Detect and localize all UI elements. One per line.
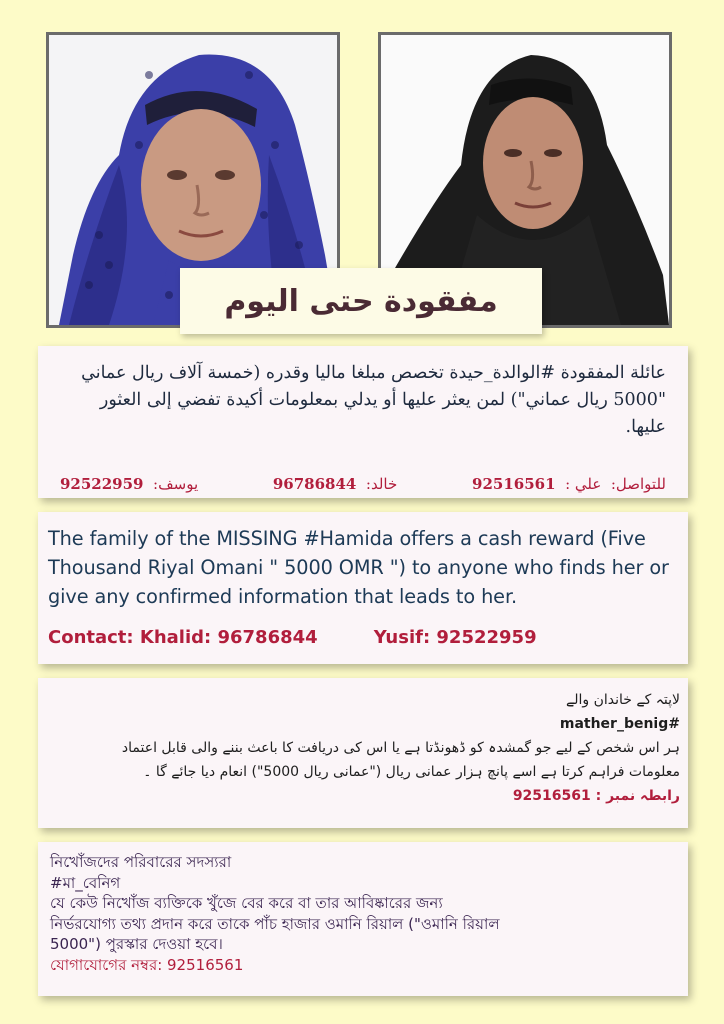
arabic-notice-line-2: "5000 ريال عماني") لمن يعثر عليها أو يدلي بمعلومات أكيدة تفضي إلى العثور عليها. [99,390,666,437]
arabic-contact-name: خالد: [365,475,398,493]
english-notice-card [38,512,688,664]
bengali-contact: যোগাযোগের নম্বর: 92516561 [50,955,244,974]
arabic-contact-ali [472,475,666,493]
bengali-line-3: যে কেউ নিখোঁজ ব্যক্তিকে খুঁজে বের করে বা তার আবিষ্কারের জন্য [50,894,443,912]
arabic-contacts [60,475,666,493]
urdu-line-1: لاپتہ کے خاندان والے [566,692,680,708]
arabic-contact-khalid [273,475,397,493]
arabic-contact-number: 92522959 [60,475,144,493]
arabic-contact-label: للتواصل: [610,475,666,493]
english-contact-yusif: Yusif: 92522959 [373,627,537,648]
urdu-hashtag: #mather_benig [559,716,680,732]
bengali-notice-card [38,842,688,996]
bengali-line-4: নির্ভরযোগ্য তথ্য প্রদান করে তাকে পাঁচ হাজার ওমানি রিয়াল ("ওমানি রিয়াল [50,914,500,933]
arabic-contact-number: 92516561 [472,475,556,493]
english-notice-text: The family of the MISSING #Hamida offers a cash reward (Five Thousand Riyal Omani " 5000 OMR ") to anyone who finds her or give any confirmed information that leads to her. [48,527,669,608]
urdu-contact: رابطہ نمبر : 92516561 [512,788,680,804]
urdu-notice-card [38,678,688,828]
page-title: مفقودة حتى اليوم [180,268,542,334]
urdu-line-3: ہر اس شخص کے لیے جو گمشدہ کو ڈھونڈتا ہے یا اس کی دریافت کا باعث بننے والی قابل اعتماد [121,740,680,756]
arabic-contact-number: 96786844 [272,475,357,493]
arabic-notice-card [38,346,688,498]
bengali-line-1: নিখোঁজদের পরিবারের সদস্যরা [50,853,232,871]
arabic-contact-name: علي : [565,475,602,493]
arabic-contact-yusuf [60,475,198,493]
bengali-hashtag: #মা_বেনিগ [50,873,121,892]
arabic-contact-name: يوسف: [153,475,199,493]
bengali-line-5: 5000") পুরস্কার দেওয়া হবে। [50,935,223,953]
urdu-line-4: معلومات فراہم کرتا ہے اسے پانچ ہزار عمانی ریال ("عمانی ریال 5000") انعام دیا جائے گا ۔ [143,764,680,780]
english-contacts [48,627,678,648]
english-contact-khalid: Contact: Khalid: 96786844 [48,627,318,648]
arabic-notice-line-1: عائلة المفقودة #الوالدة_حيدة تخصص مبلغا ماليا وقدره (خمسة آلاف ريال عماني [81,363,666,383]
